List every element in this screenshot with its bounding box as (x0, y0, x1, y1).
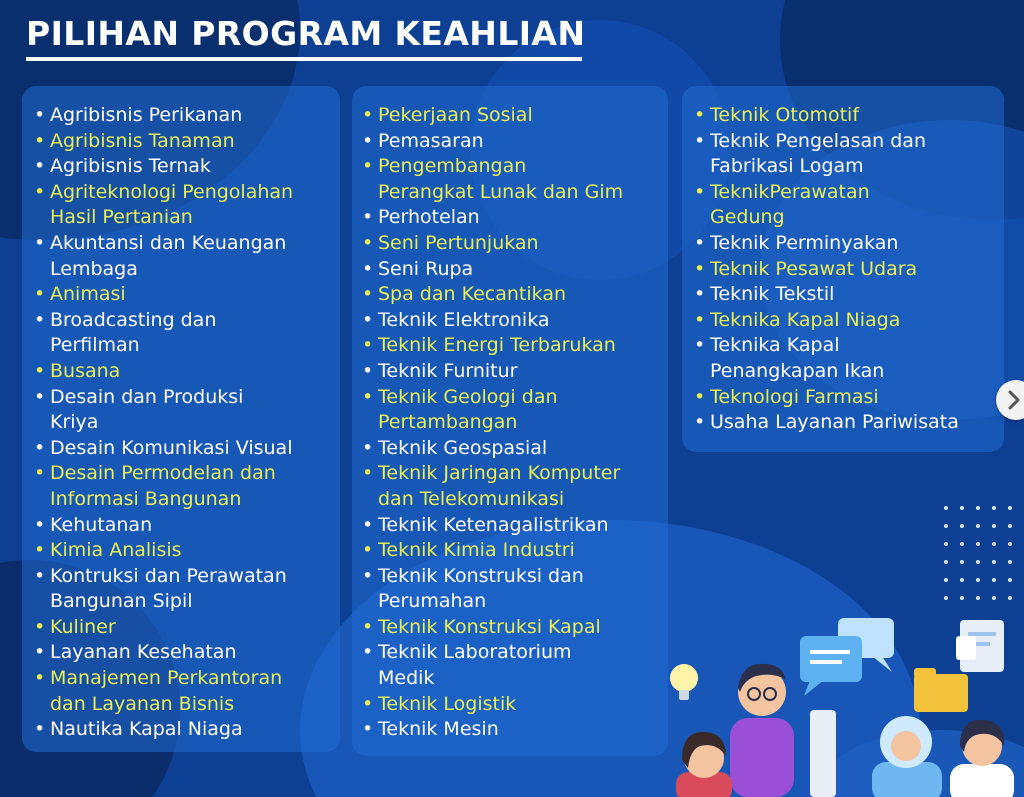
program-item: • Teknik Otomotif (692, 103, 959, 129)
program-item: • Animasi (32, 282, 293, 308)
program-item: • Teknik Geospasial (360, 436, 623, 462)
title-underline (26, 57, 582, 61)
program-item: • Akuntansi dan Keuangan Lembaga (32, 231, 293, 282)
program-item: • Manajemen Perkantoran dan Layanan Bisnis (32, 666, 293, 717)
program-item: • Pemasaran (360, 129, 623, 155)
program-item: • Teknologi Farmasi (692, 385, 959, 411)
program-item: • Desain Komunikasi Visual (32, 436, 293, 462)
person-illustration (730, 664, 836, 797)
program-item: • Teknik Laboratorium Medik (360, 640, 623, 691)
page-title: PILIHAN PROGRAM KEAHLIAN (26, 14, 586, 53)
program-item: • Seni Pertunjukan (360, 231, 623, 257)
program-item: • Teknik Logistik (360, 692, 623, 718)
folder-icon (914, 668, 968, 712)
program-item: • Usaha Layanan Pariwisata (692, 410, 959, 436)
program-item: • Teknik Konstruksi Kapal (360, 615, 623, 641)
program-list-3 (692, 103, 959, 436)
program-item: • Teknik Pengelasan dan Fabrikasi Logam (692, 129, 959, 180)
program-item: • Teknik Elektronika (360, 308, 623, 334)
program-item: • Kuliner (32, 615, 293, 641)
program-item: • Teknik Perminyakan (692, 231, 959, 257)
program-list-2 (360, 103, 623, 743)
program-item: • Kimia Analisis (32, 538, 293, 564)
program-item: • Teknik Jaringan Komputer dan Telekomunikasi (360, 461, 623, 512)
chat-bubbles-icon (800, 618, 894, 696)
program-item: • Teknik Energi Terbarukan (360, 333, 623, 359)
program-item: • Spa dan Kecantikan (360, 282, 623, 308)
document-icon (956, 620, 1004, 672)
program-list-1 (32, 103, 293, 743)
program-item: • Agribisnis Tanaman (32, 129, 293, 155)
program-item: • TeknikPerawatan Gedung (692, 180, 959, 231)
program-item: • Agribisnis Ternak (32, 154, 293, 180)
program-item: • Desain dan Produksi Kriya (32, 385, 293, 436)
lightbulb-icon (670, 664, 698, 700)
program-item: • Pengembangan Perangkat Lunak dan Gim (360, 154, 623, 205)
program-item: • Desain Permodelan dan Informasi Bangunan (32, 461, 293, 512)
students-discussion-illustration (660, 600, 1024, 797)
person-illustration (676, 732, 732, 797)
program-item: • Kehutanan (32, 513, 293, 539)
program-item: • Perhotelan (360, 205, 623, 231)
program-item: • Teknik Pesawat Udara (692, 257, 959, 283)
program-item: • Teknik Konstruksi dan Perumahan (360, 564, 623, 615)
program-item: • Agribisnis Perikanan (32, 103, 293, 129)
program-item: • Busana (32, 359, 293, 385)
program-item: • Broadcasting dan Perfilman (32, 308, 293, 359)
program-item: • Layanan Kesehatan (32, 640, 293, 666)
program-item: • Teknik Mesin (360, 717, 623, 743)
program-item: • Pekerjaan Sosial (360, 103, 623, 129)
program-item: • Agriteknologi Pengolahan Hasil Pertanian (32, 180, 293, 231)
program-item: • Teknika Kapal Penangkapan Ikan (692, 333, 959, 384)
program-item: • Teknika Kapal Niaga (692, 308, 959, 334)
chevron-right-icon (1002, 389, 1024, 411)
program-item: • Teknik Geologi dan Pertambangan (360, 385, 623, 436)
program-item: • Kontruksi dan Perawatan Bangunan Sipil (32, 564, 293, 615)
program-item: • Nautika Kapal Niaga (32, 717, 293, 743)
program-item: • Teknik Furnitur (360, 359, 623, 385)
program-item: • Teknik Tekstil (692, 282, 959, 308)
program-item: • Seni Rupa (360, 257, 623, 283)
program-item: • Teknik Ketenagalistrikan (360, 513, 623, 539)
program-item: • Teknik Kimia Industri (360, 538, 623, 564)
